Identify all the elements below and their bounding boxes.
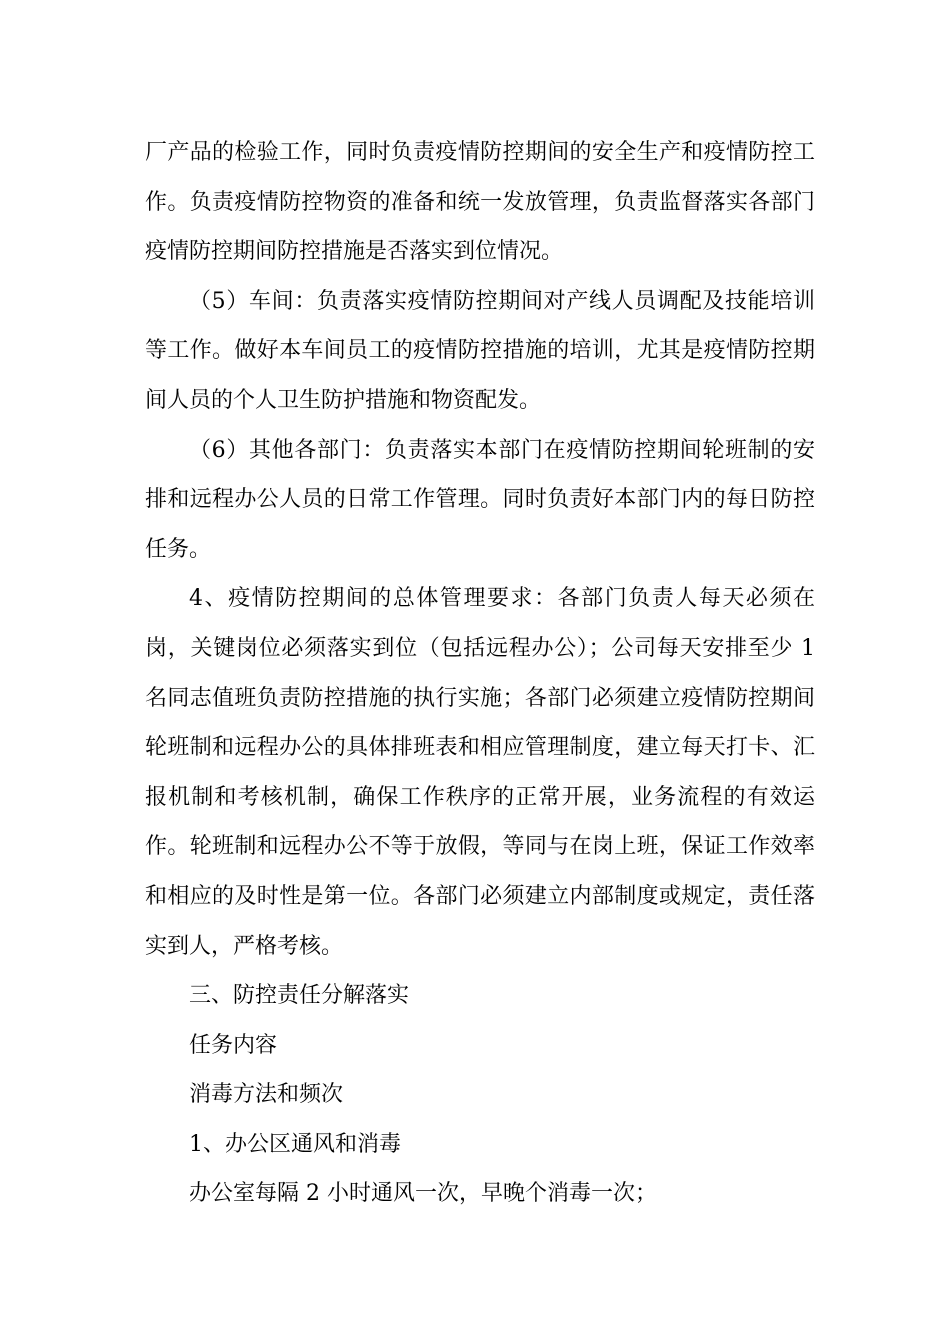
method-label: 消毒方法和频次 — [189, 1082, 344, 1108]
paragraph-other-departments: （6）其他各部门：负责落实本部门在疫情防控期间轮班制的安排和远程办公人员的日常工作管理。同时负责好本部门内的每日防控任务。 — [145, 437, 815, 562]
task-label: 任务内容 — [189, 1032, 278, 1058]
item-title: 1、办公区通风和消毒 — [189, 1131, 401, 1157]
item-text: 办公室每隔 2 小时通风一次，早晚个消毒一次； — [189, 1181, 657, 1207]
paragraph-continuation: 厂产品的检验工作，同时负责疫情防控期间的安全生产和疫情防控工作。负责疫情防控物资的准备和统一发放管理，负责监督落实各部门疫情防控期间防控措施是否落实到位情况。 — [145, 140, 815, 265]
document-body — [145, 128, 815, 1219]
section-heading: 三、防控责任分解落实 — [189, 983, 410, 1009]
paragraph-workshop: （5）车间：负责落实疫情防控期间对产线人员调配及技能培训等工作。做好本车间员工的疫情防控措施的培训，尤其是疫情防控期间人员的个人卫生防护措施和物资配发。 — [145, 288, 815, 413]
paragraph-management-requirements: 4、疫情防控期间的总体管理要求：各部门负责人每天必须在岗，关键岗位必须落实到位（包括远程办公）；公司每天安排至少 1 名同志值班负责防控措施的执行实施；各部门必须建立疫情防控期间轮班制和远程办公的具体排班表和相应管理制度，建立每天打卡、汇报机制和考核机制，确保工作秩序的正常开展，业务流程的有效运作。轮班制和远程办公不等于放假，等同与在岗上班，保证工作效率和相应的及时性是第一位。各部门必须建立内部制度或规定，责任落实到人，严格考核。 — [145, 586, 815, 959]
